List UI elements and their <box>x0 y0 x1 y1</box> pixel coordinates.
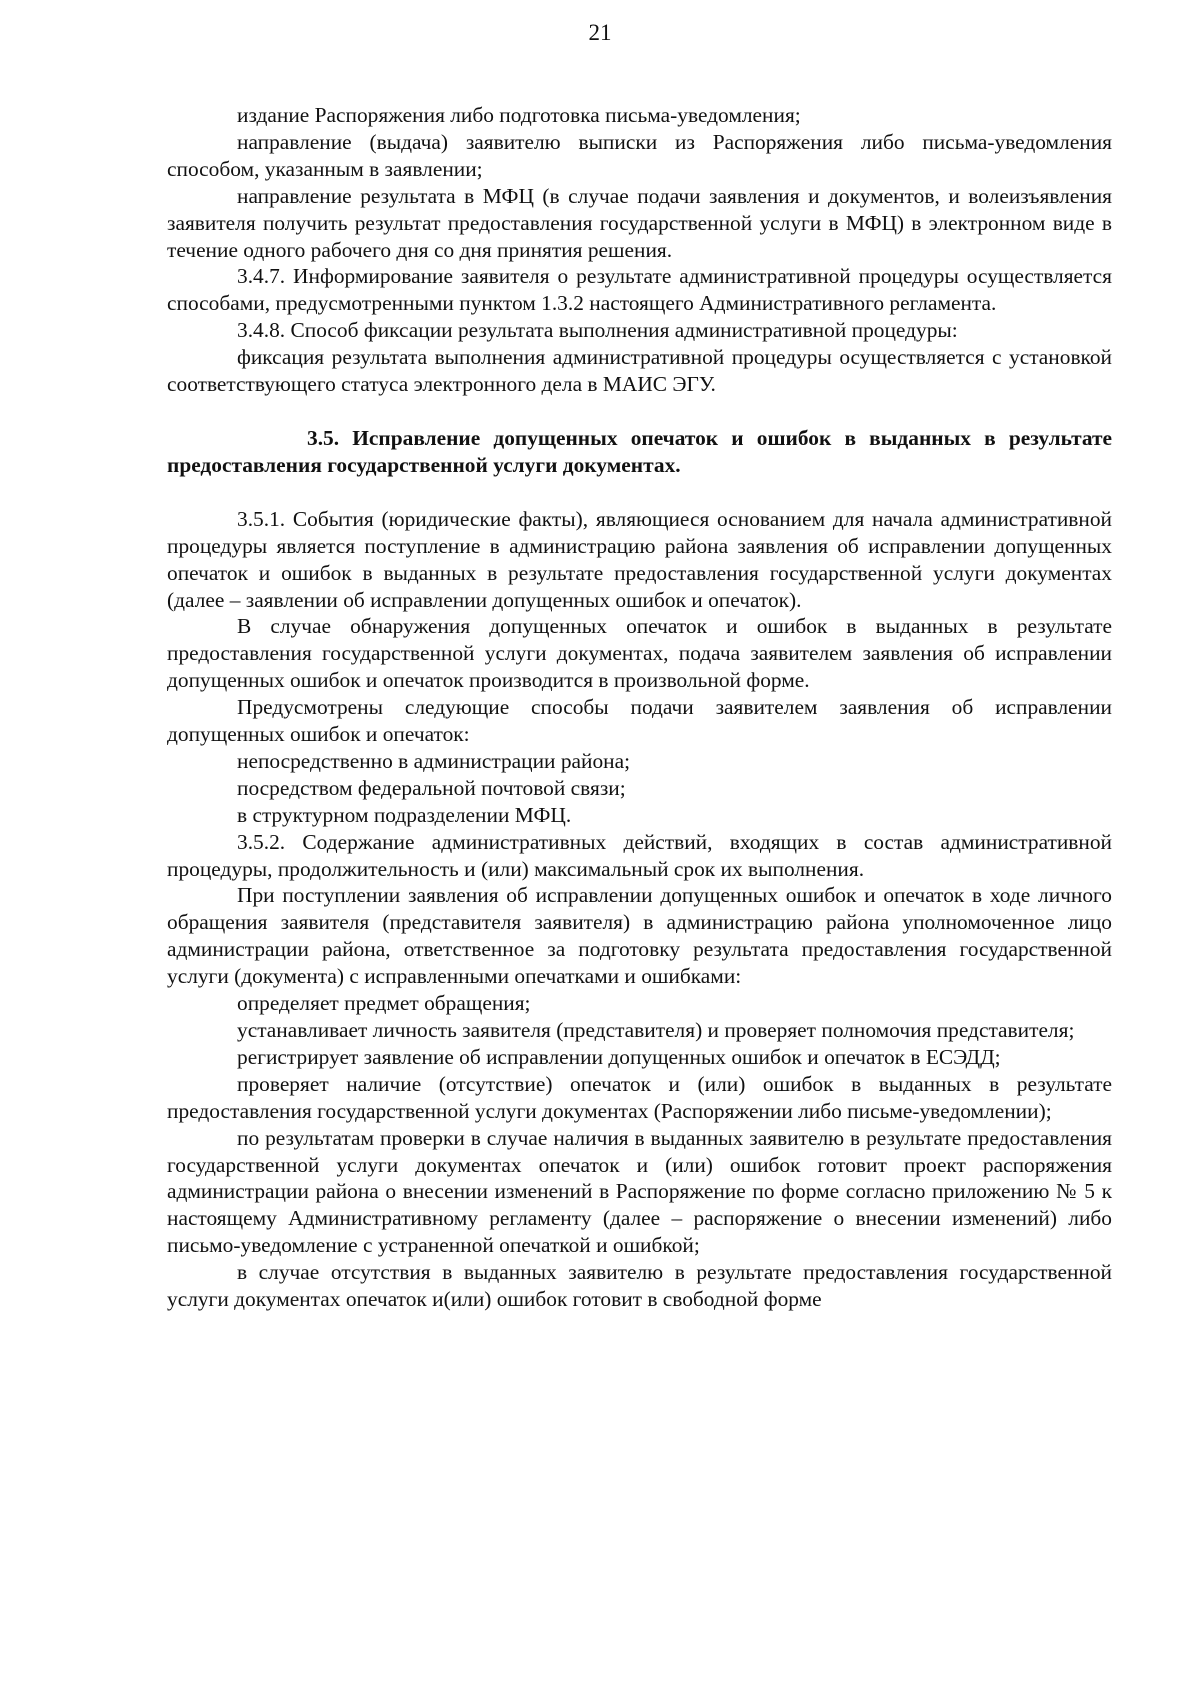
paragraph: 3.5.2. Содержание административных действий, входящих в состав административной процедуры, продолжительность и (или) максимальный срок их выполнения. <box>167 829 1112 881</box>
paragraph: направление результата в МФЦ (в случае подачи заявления и документов, и волеизъявления заявителя получить результат предоставления государственной услуги в МФЦ) в электронном виде в течение одного рабочего дня со дня принятия решения. <box>167 183 1112 262</box>
paragraph: фиксация результата выполнения административной процедуры осуществляется с установкой соответствующего статуса электронного дела в МАИС ЭГУ. <box>167 345 1112 397</box>
list-item: определяет предмет обращения; <box>237 991 531 1016</box>
section-heading <box>167 425 1112 479</box>
paragraph: В случае обнаружения допущенных опечаток и ошибок в выданных в результате предоставления государственной услуги документах, подача заявителем заявления об исправлении допущенных ошибок и опечаток производится в произвольной форме. <box>167 614 1112 693</box>
paragraph: 3.4.8. Способ фиксации результата выполнения административной процедуры: <box>237 318 958 343</box>
list-item: проверяет наличие (отсутствие) опечаток и (или) ошибок в выданных в результате предоставления государственной услуги документах (Распоряжении либо письме-уведомлении); <box>167 1071 1112 1123</box>
paragraph: 3.4.7. Информирование заявителя о результате административной процедуры осуществляется способами, предусмотренными пунктом 1.3.2 настоящего Административного регламента. <box>167 264 1112 316</box>
list-item: непосредственно в администрации района; <box>237 748 631 773</box>
paragraph: издание Распоряжения либо подготовка письма-уведомления; <box>237 103 801 127</box>
paragraph: Предусмотрены следующие способы подачи заявителем заявления об исправлении допущенных ошибок и опечаток: <box>167 695 1112 747</box>
paragraph: При поступлении заявления об исправлении допущенных ошибок и опечаток в ходе личного обращения заявителя (представителя заявителя) в администрацию района уполномоченное лицо администрации района, ответственное за подготовку результата предоставления государственной услуги (документа) с исправленными опечатками и ошибками: <box>167 883 1112 989</box>
paragraph: 3.5.1. События (юридические факты), являющиеся основанием для начала административной процедуры является поступление в администрацию района заявления об исправлении допущенных опечаток и ошибок в выданных в результате предоставления государственной услуги документах (далее – заявлении об исправлении допущенных ошибок и опечаток). <box>167 506 1112 612</box>
list-item: по результатам проверки в случае наличия в выданных заявителю в результате предоставления государственной услуги документах опечаток и (или) ошибок готовит проект распоряжения администрации района о внесении изменений в Распоряжение по форме согласно приложению № 5 к настоящему Административному регламенту (далее – распоряжение о внесении изменений) либо письмо-уведомление с устраненной опечаткой и ошибкой; <box>167 1125 1112 1258</box>
list-item: посредством федеральной почтовой связи; <box>237 775 626 800</box>
paragraph: направление (выдача) заявителю выписки из Распоряжения либо письма-уведомления способом, указанным в заявлении; <box>167 129 1112 181</box>
document-body <box>167 102 1112 1313</box>
list-item: регистрирует заявление об исправлении допущенных ошибок и опечаток в ЕСЭДД; <box>237 1044 1001 1069</box>
section-heading-text: Исправление допущенных опечаток и ошибок в выданных в результате предоставления государственной услуги документах. <box>167 425 1112 477</box>
section-heading-number: 3.5. <box>307 425 340 450</box>
list-item: устанавливает личность заявителя (представителя) и проверяет полномочия представителя; <box>237 1018 1075 1042</box>
page-number: 21 <box>588 20 612 45</box>
list-item: в случае отсутствия в выданных заявителю в результате предоставления государственной услуги документах опечаток и(или) ошибок готовит в свободной форме <box>167 1260 1112 1312</box>
list-item: в структурном подразделении МФЦ. <box>237 802 572 827</box>
